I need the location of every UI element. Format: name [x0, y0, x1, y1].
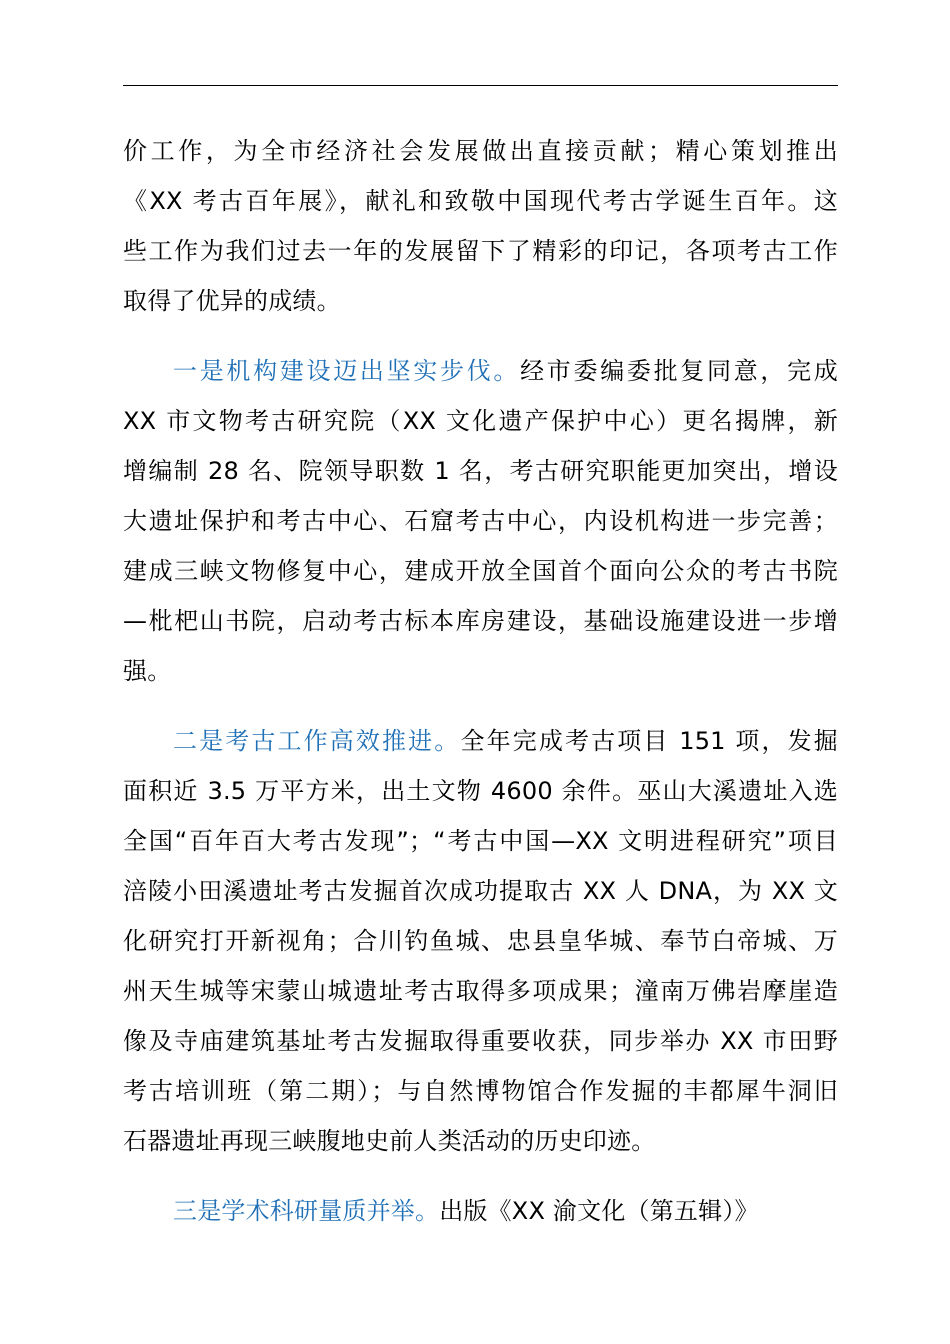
- text-line: 化研究打开新视角；合川钓鱼城、忠县皇华城、奉节白帝城、万: [123, 927, 838, 955]
- section-heading: 三是学术科研量质并举。: [173, 1197, 440, 1225]
- section-heading: 二是考古工作高效推进。: [173, 727, 461, 755]
- text-line: 石器遗址再现三峡腹地史前人类活动的历史印迹。: [123, 1127, 656, 1155]
- text-run: 全年完成考古项目 151 项，发掘: [460, 727, 838, 755]
- text-line: 建成三峡文物修复中心，建成开放全国首个面向公众的考古书院: [123, 557, 838, 585]
- text-line: 涪陵小田溪遗址考古发掘首次成功提取古 XX 人 DNA，为 XX 文: [123, 877, 838, 905]
- section-first-line: [123, 716, 838, 766]
- text-line: 面积近 3.5 万平方米，出土文物 4600 余件。巫山大溪遗址入选: [123, 777, 838, 805]
- section-institution-building: [123, 346, 838, 696]
- document-body: [123, 126, 838, 1236]
- text-line: —枇杷山书院，启动考古标本库房建设，基础设施建设进一步增: [123, 607, 838, 635]
- text-line: 《XX 考古百年展》，献礼和致敬中国现代考古学诞生百年。这: [123, 187, 838, 215]
- text-line: 大遗址保护和考古中心、石窟考古中心，内设机构进一步完善；: [123, 507, 838, 535]
- section-first-line: [123, 1186, 838, 1236]
- text-line: 州天生城等宋蒙山城遗址考古取得多项成果；潼南万佛岩摩崖造: [123, 977, 838, 1005]
- text-line: 考古培训班（第二期）；与自然博物馆合作发掘的丰都犀牛洞旧: [123, 1077, 838, 1105]
- text-line: XX 市文物考古研究院（XX 文化遗产保护中心）更名揭牌，新: [123, 407, 838, 435]
- text-line: 些工作为我们过去一年的发展留下了精彩的印记，各项考古工作: [123, 237, 838, 265]
- intro-paragraph: [123, 126, 838, 326]
- section-archaeology-work: [123, 716, 838, 1166]
- text-line: 像及寺庙建筑基址考古发掘取得重要收获，同步举办 XX 市田野: [123, 1027, 838, 1055]
- section-first-line: [123, 346, 838, 396]
- section-academic-research: [123, 1186, 838, 1236]
- header-rule: [123, 85, 838, 86]
- text-line: 价工作，为全市经济社会发展做出直接贡献；精心策划推出: [123, 137, 838, 165]
- text-run: 出版《XX 渝文化（第五辑）》: [439, 1197, 759, 1225]
- text-line: 全国“百年百大考古发现”；“考古中国—XX 文明进程研究”项目: [123, 827, 838, 855]
- text-line: 增编制 28 名、院领导职数 1 名，考古研究职能更加突出，增设: [123, 457, 838, 485]
- text-line: 取得了优异的成绩。: [123, 287, 341, 315]
- text-run: 经市委编委批复同意，完成: [520, 357, 838, 385]
- text-line: 强。: [123, 657, 172, 685]
- section-heading: 一是机构建设迈出坚实步伐。: [173, 357, 521, 385]
